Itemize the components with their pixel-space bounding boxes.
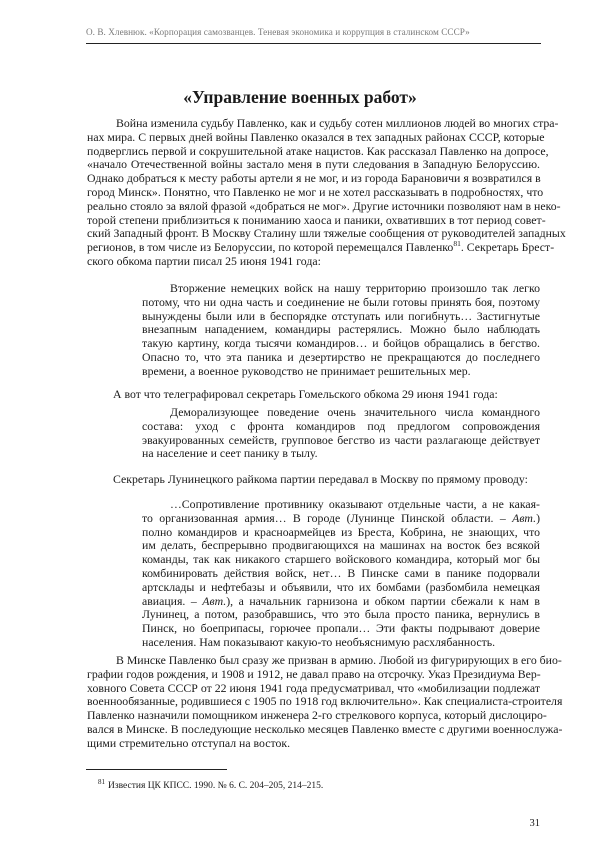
text-line [142,567,540,581]
text-line [87,212,546,228]
text-line [87,653,562,668]
text-segment: Авт. [202,593,227,608]
text-segment: реально стояло за вялой фразой «добраться не мог». Другие источники позволяют нам в неко- [87,198,561,213]
footnote-number: 81 [98,778,105,786]
text-segment: Павленко назначили помощником инженера 2-го стрелкового корпуса, который дислоциро- [87,708,547,723]
running-head: О. В. Хлевнюк. «Корпорация самозванцев. Теневая экономика и коррупция в сталинском СССР» [86,27,470,37]
text-segment: авиация. – [142,593,203,608]
text-line [87,143,549,159]
text-line [142,406,540,420]
text-line [142,581,540,595]
page-number: 31 [529,818,540,829]
paragraph [87,653,563,751]
text-segment: такую картину, когда тысячи командиров… и бойцов обращались в бегство. [142,336,540,351]
text-line [142,608,540,622]
block-quote [142,282,540,379]
text-line [87,721,563,737]
text-segment: военнообязанные, родившиеся с 1905 по 1918 год включительно». Как специалиста-строителя [87,694,563,709]
text-line [142,420,540,434]
text-segment: город Минск». Понятно, что Павленко не мог и не хотел рассказывать в подробностях, что [87,184,544,199]
footnote-text: Известия ЦК КПСС. 1990. № 6. С. 204–205, 214–215. [108,781,324,791]
block-quote [142,498,540,650]
text-line [87,708,547,723]
text-segment: Пинск, но боеприпасы, горючее пропали… Эти факты подрывают доверие [142,621,540,636]
text-line [87,255,540,269]
text-segment: времени, а военное руководство не принимает решительных мер. [142,363,471,378]
text-line [87,129,545,145]
text-segment: В Минске Павленко был сразу же призван в армию. Любой из фигурирующих в его био- [116,653,562,667]
text-line [142,365,540,379]
text-segment: комбинировать действия войск, нет… В Пинске сами в панике подорвали [142,565,540,580]
section-title: «Управление военных работ» [183,87,417,107]
text-segment: полно командиров и красноармейцев из Бреста, Кобрина, не знающих, что [142,524,540,539]
text-segment: Война изменила судьбу Павленко, как и судьбу сотен миллионов людей во многих стра- [116,116,559,130]
text-line [87,198,561,214]
paragraph [87,388,540,402]
text-segment: торой степени приблизиться к пониманию хаоса и паники, охвативших в тот период совет- [87,212,546,227]
text-line [87,172,540,186]
text-line [142,296,540,310]
text-line [87,694,563,709]
text-segment: регионов, в том числе из Белоруссии, по которой перемещался Павленко [87,240,454,255]
text-line [142,636,540,650]
footnote-reference: 81 [453,239,461,249]
text-segment: графии годов рождения, и 1908 и 1912, не давал право на отсрочку. Указ Президиума Вер- [87,666,541,681]
text-line [142,351,540,365]
text-segment: ского обкома партии писал 25 июня 1941 года: [87,253,321,268]
text-segment: вался в Минске. В последующие несколько месяцев Павленко вместе с другими военнослужа- [87,721,563,736]
text-line [87,473,540,487]
footnote [98,778,324,791]
text-line [142,526,540,540]
text-segment: им делать, беспрерывно продвигающихся на машинах на восток без всякой [142,538,540,553]
text-segment: Вторжение немецких войск на нашу территорию произошло так легко [170,281,540,295]
text-segment: состава: уход с фронта командиров под предлогом сопровождения [142,418,540,433]
text-line [142,512,540,526]
text-line [142,539,540,553]
text-segment: Лунинец, а потом, разобравшись, что это была просто паника, вернулись в [142,607,540,622]
text-segment: на население и сеет панику в тылу. [142,446,318,461]
text-segment: артсклады и нефтебазы и объявили, что их бомбами (разбомбила немецкая [142,579,540,594]
text-segment: ский Западный фронт. В Москву Сталину шли тяжелые сообщения от руководителей западных [87,226,566,241]
paragraph [87,473,540,487]
text-segment: …Сопротивление противнику оказывают отдельные части, а не какая- [170,497,540,511]
text-segment: внезапным нападением, командиры растерялись. Можно было наблюдать [142,322,540,337]
text-line [87,668,540,682]
text-line [142,282,540,296]
text-line [87,116,559,131]
paragraph [87,116,566,269]
text-line [142,310,540,324]
text-line [142,323,540,337]
header-rule [86,43,541,44]
text-segment: «начало Отечественной войны застало меня в пути следования в Западную Белоруссию. [87,157,540,172]
text-line [142,337,540,351]
text-line [87,158,540,172]
text-segment: Опасно то, что эта паника и дезертирство не прекращаются до последнего [142,349,540,364]
text-line [87,184,544,200]
text-line [142,622,540,636]
text-line [87,682,540,696]
text-line [142,434,540,448]
text-line [87,388,540,402]
text-segment: нах мира. С первых дней войны Павленко оказался в тех западных районах СССР, которые [87,129,545,144]
text-segment: ) [536,510,540,525]
block-quote [142,406,540,461]
text-segment: Секретарь Лунинецкого райкома партии передавал в Москву по прямому проводу: [113,472,528,486]
text-segment: А вот что телеграфировал секретарь Гомельского обкома 29 июня 1941 года: [113,387,498,401]
text-segment: . Секретарь Брест- [460,240,555,255]
text-segment: подверглись первой и сокрушительной атаке нацистов. Как рассказал Павленко на допросе, [87,143,549,158]
text-segment: населения. Нам показывают какую-то необъяснимую расхлябанность. [142,634,496,649]
text-line [87,737,540,751]
text-line [142,498,540,512]
text-segment: Деморализующее поведение очень значительного числа командного [170,405,540,419]
text-line [87,239,555,255]
text-segment: то организованная армия… В городе (Лунинце Пинской области. – [142,510,513,525]
text-line [142,447,540,461]
text-segment: ), а начальник гарнизона и обком партии сбежали к нам в [226,593,540,608]
text-segment: Однако добраться к месту работы артели я не мог, и из города Барановичи я возвратился в [87,171,541,186]
footnote-rule [86,769,227,770]
text-segment: Авт. [512,510,537,525]
text-segment: потому, что ни одна часть и соединение не были готовы принять боя, поэтому [142,294,540,309]
text-segment: вынуждены были или в беспорядке отступать или погибнуть… Застигнутые [142,308,540,323]
text-segment: команды, так как никакого старшего войскового командира, который мог бы [142,552,540,567]
text-segment: ховного Совета СССР от 22 июня 1941 года предусматривал, что «мобилизации подлежат [87,680,540,695]
text-line [142,553,540,567]
text-segment: щими стремительно отступал на восток. [87,735,291,750]
text-line [142,595,540,609]
text-segment: эвакуированных семейств, групповое бегство из части разлагающе действует [142,432,540,447]
